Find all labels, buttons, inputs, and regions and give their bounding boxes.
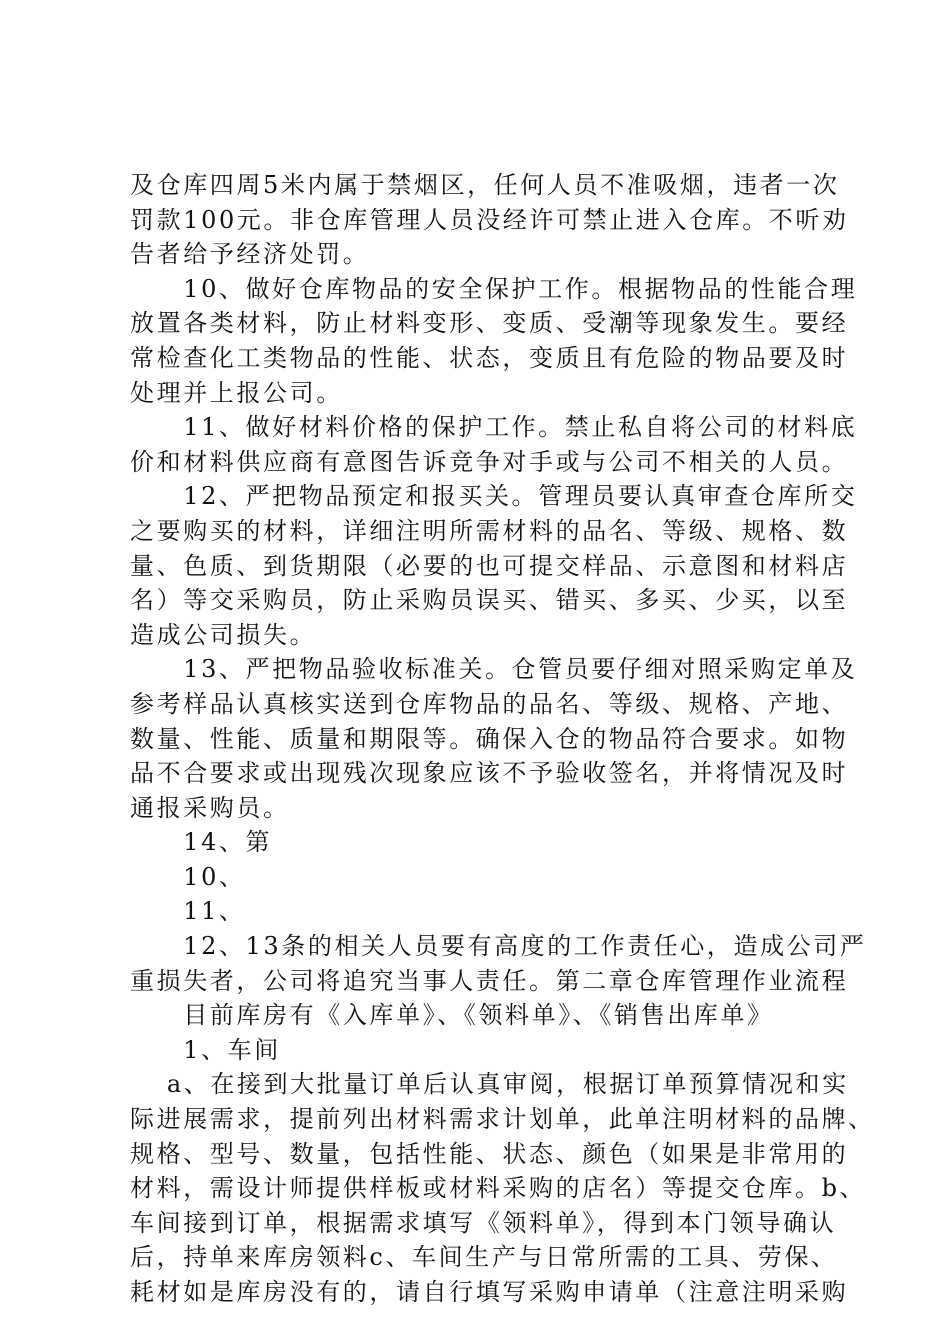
text-line: 10、做好仓库物品的安全保护工作。根据物品的性能合理: [130, 274, 858, 303]
text-line: 名）等交采购员，防止采购员误买、错买、多买、少买，以至: [130, 586, 849, 615]
text-line: 11、做好材料价格的保护工作。禁止私自将公司的材料底: [130, 413, 858, 442]
text-line: 罚款100元。非仓库管理人员没经许可禁止进入仓库。不听劝: [130, 205, 849, 234]
text-line: 通报采购员。: [130, 793, 290, 822]
text-line: 11、: [130, 897, 246, 926]
text-line: 告者给予经济处罚。: [130, 240, 370, 269]
text-line: 参考样品认真核实送到仓库物品的品名、等级、规格、产地、: [130, 689, 849, 718]
text-line: 10、: [130, 862, 246, 891]
text-line: 放置各类材料，防止材料变形、变质、受潮等现象发生。要经: [130, 309, 849, 338]
text-line: 际进展需求，提前列出材料需求计划单，此单注明材料的品牌、: [130, 1105, 875, 1134]
text-line: 处理并上报公司。: [130, 378, 343, 407]
document-body: [130, 168, 875, 1310]
text-line: 1、车间: [130, 1035, 281, 1064]
text-line: a、在接到大批量订单后认真审阅，根据订单预算情况和实: [130, 1070, 849, 1099]
text-line: 数量、性能、质量和期限等。确保入仓的物品符合要求。如物: [130, 724, 849, 753]
text-line: 之要购买的材料，详细注明所需材料的品名、等级、规格、数: [130, 516, 849, 545]
text-line: 常检查化工类物品的性能、状态，变质且有危险的物品要及时: [130, 343, 849, 372]
text-line: 14、第: [130, 828, 273, 857]
text-line: 耗材如是库房没有的，请自行填写采购申请单（注意注明采购: [130, 1278, 849, 1306]
text-line: 重损失者，公司将追究当事人责任。第二章仓库管理作业流程: [130, 966, 849, 995]
text-line: 造成公司损失。: [130, 620, 317, 649]
text-line: 价和材料供应商有意图告诉竞争对手或与公司不相关的人员。: [130, 447, 849, 476]
text-line: 量、色质、到货期限（必要的也可提交样品、示意图和材料店: [130, 551, 849, 580]
text-line: 目前库房有《入库单》、《领料单》、《销售出库单》: [130, 1001, 774, 1030]
text-line: 规格、型号、数量，包括性能、状态、颜色（如果是非常用的: [130, 1139, 849, 1168]
text-line: 车间接到订单，根据需求填写《领料单》，得到本门领导确认: [130, 1208, 837, 1237]
text-line: 12、严把物品预定和报买关。管理员要认真审查仓库所交: [130, 482, 858, 511]
text-line: 材料，需设计师提供样板或材料采购的店名）等提交仓库。b、: [130, 1174, 867, 1203]
text-line: 后，持单来库房领料c、车间生产与日常所需的工具、劳保、: [130, 1243, 838, 1272]
text-line: 及仓库四周5米内属于禁烟区，任何人员不准吸烟，违者一次: [130, 171, 840, 199]
text-line: 13、严把物品验收标准关。仓管员要仔细对照采购定单及: [130, 655, 858, 684]
text-line: 12、13条的相关人员要有高度的工作责任心，造成公司严: [130, 932, 867, 961]
text-line: 品不合要求或出现残次现象应该不予验收签名，并将情况及时: [130, 759, 849, 788]
